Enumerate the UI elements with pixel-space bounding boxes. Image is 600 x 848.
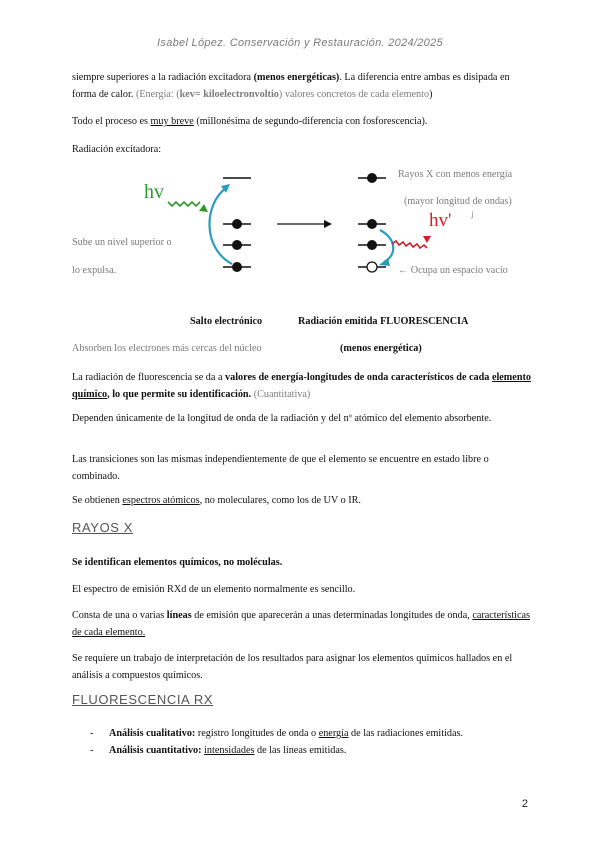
electron-vacancy [367, 262, 377, 272]
electron [367, 219, 377, 229]
page-header: Isabel López. Conservación y Restauración. 2024/2025 [157, 37, 443, 49]
heading-rayos-x: RAYOS X [72, 520, 134, 535]
dash-bullet: - [90, 728, 94, 739]
note-rayos-x: Rayos X con menos energía [398, 169, 513, 180]
text: Consta de una o varias [72, 610, 167, 621]
text: siempre superiores a la radiación excitadora [72, 72, 254, 83]
electron [367, 173, 377, 183]
note-expulsa: lo expulsa. [72, 265, 117, 276]
note-longitud: (mayor longitud de ondas) [404, 196, 512, 207]
note-espacio-vacio: ← Ocupa un espacio vacío [398, 265, 508, 276]
text-underlined: energía [318, 728, 349, 739]
text-gray: (Energía: ( [135, 89, 180, 100]
dash-bullet: - [90, 745, 94, 756]
paragraph-fluorescencia [72, 369, 532, 403]
text: de las radiaciones emitidas. [348, 728, 464, 739]
electron [232, 219, 242, 229]
electron-transition-diagram [60, 160, 540, 285]
arrow-head-icon [199, 204, 208, 212]
arrow-head-icon [324, 220, 332, 228]
text-gray: (Cuantitativa) [251, 389, 311, 400]
note-menos-energetica: (menos energética) [340, 343, 422, 354]
list-item-label: Análisis cualitativo: [109, 728, 196, 739]
text: ) [429, 89, 433, 100]
text-bold: líneas [166, 610, 192, 621]
text-bold: (menos energéticas) [253, 72, 340, 83]
heading-fluorescencia-rx: FLUORESCENCIA RX [72, 692, 214, 707]
text-underlined: características de cada elemento. [72, 610, 531, 638]
text: de emisión que aparecerán a unas determinadas longitudes de onda, [191, 610, 473, 621]
note-absorben: Absorben los electrones más cercas del núcleo [72, 343, 262, 354]
text-underlined: muy breve [150, 116, 194, 127]
text-bold: , lo que permite su identificación. [107, 389, 252, 400]
text: de las líneas emitidas. [254, 745, 347, 756]
wave-icon [392, 241, 427, 248]
paragraph-process [72, 113, 532, 130]
paragraph-interpretacion: Se requiere un trabajo de interpretación de los resultados para asignar los elementos químicos hallados en el análisis a compuestos químicos. [72, 653, 513, 681]
page-number: 2 [521, 798, 528, 810]
caption-salto: Salto electrónico [190, 316, 263, 327]
list-item [72, 725, 532, 742]
text: registro longitudes de onda o [195, 728, 319, 739]
paragraph-espectro-emision: El espectro de emisión RXd de un elemento normalmente es sencillo. [72, 584, 356, 595]
list-item-label: Análisis cuantitativo: [109, 745, 202, 756]
paragraph-identifican: Se identifican elementos químicos, no moléculas. [72, 557, 283, 568]
text: La radiación de fluorescencia se da a [72, 372, 226, 383]
electron [232, 240, 242, 250]
electron [232, 262, 242, 272]
curved-arrow-up-icon [209, 188, 232, 264]
text-bold: valores de energía-longitudes de onda característicos de cada [225, 372, 492, 383]
curved-arrow-down-icon [380, 230, 393, 262]
paragraph-energy [72, 69, 532, 103]
text: (millonésima de segundo-diferencia con fosforescencia). [193, 116, 428, 127]
note-sube-nivel: Sube un nivel superior o [72, 237, 172, 248]
paragraph-excitadora: Radiación excitadora: [72, 144, 162, 155]
paragraph-dependen: Dependen únicamente de la longitud de onda de la radiación y del nº atómico del elemento absorbente. [72, 413, 492, 424]
paragraph-consta [72, 607, 532, 641]
text-gray-bold: kev= kiloelectronvoltio [179, 89, 279, 100]
text: Se obtienen [72, 495, 123, 506]
paragraph-transiciones: Las transiciones son las mismas independientemente de que el elemento se encuentre en estado libre o combinado. [72, 454, 489, 482]
text: . La diferencia entre ambas es disipada en forma de calor. [72, 72, 510, 100]
small-mark: ˩ [470, 210, 474, 220]
wave-icon [168, 202, 200, 206]
text: Todo el proceso es [72, 116, 151, 127]
hv-label: hv [144, 181, 164, 203]
text-bold-underlined: elemento químico [72, 372, 531, 400]
text-underlined: espectros atómicos [122, 495, 200, 506]
text-gray: ) valores concretos de cada elemento [278, 89, 430, 100]
arrow-head-icon [423, 236, 431, 243]
analysis-list [72, 725, 532, 759]
text: , no moleculares, como los de UV o IR. [199, 495, 361, 506]
paragraph-espectros [72, 492, 532, 509]
caption-fluorescencia: Radiación emitida FLUORESCENCIA [298, 316, 469, 327]
list-item [72, 742, 532, 759]
text-underlined: intensidades [204, 745, 255, 756]
hv-prime-label: hv' [429, 210, 452, 231]
electron [367, 240, 377, 250]
